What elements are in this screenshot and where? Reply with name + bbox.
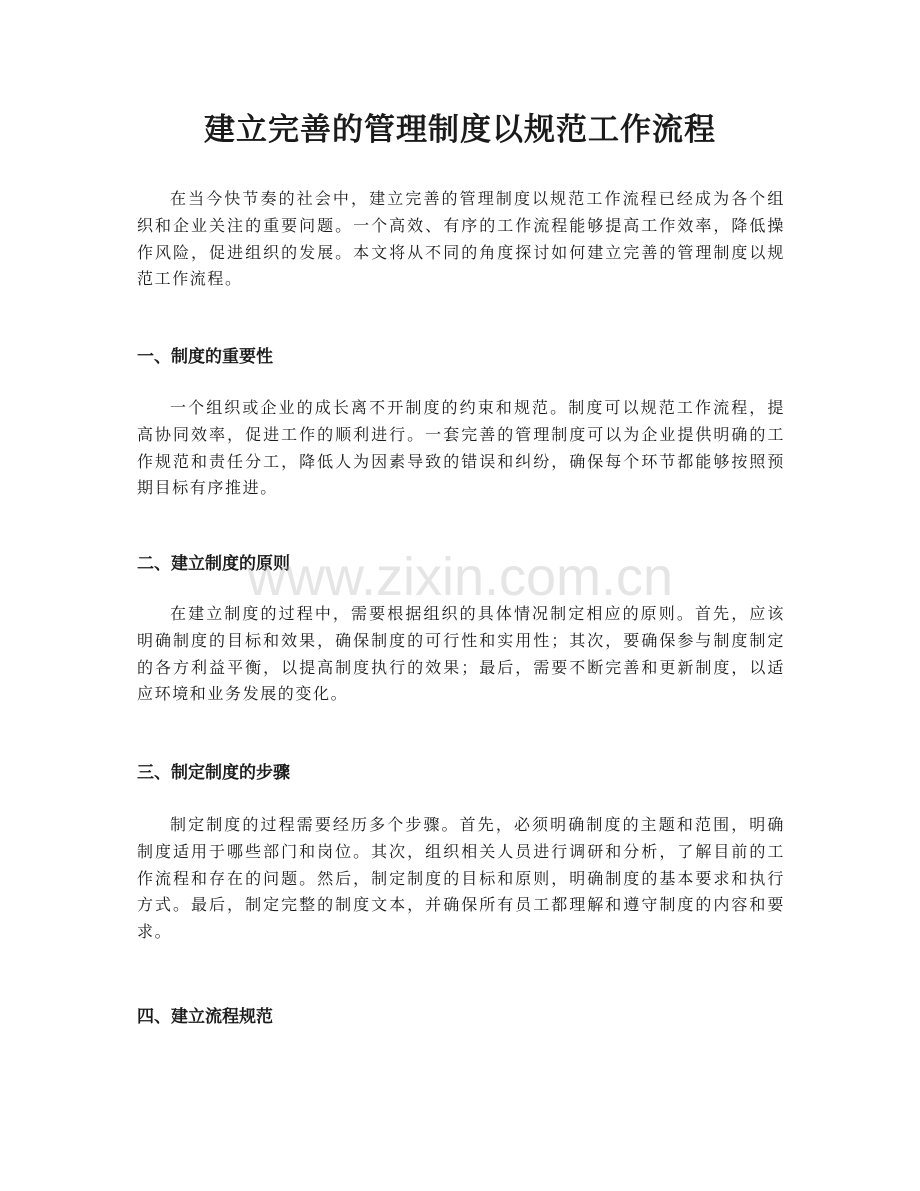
intro-paragraph: 在当今快节奏的社会中，建立完善的管理制度以规范工作流程已经成为各个组织和企业关注的重要问题。一个高效、有序的工作流程能够提高工作效率，降低操作风险，促进组织的发展。本文将从不同的角度探讨如何建立完善的管理制度以规范工作流程。 <box>137 189 785 289</box>
section-body-1: 一个组织或企业的成长离不开制度的约束和规范。制度可以规范工作流程，提高协同效率，促进工作的顺利进行。一套完善的管理制度可以为企业提供明确的工作规范和责任分工，降低人为因素导致的错误和纠纷，确保每个环节都能够按照预期目标有序推进。 <box>137 398 785 498</box>
section-heading-2: 二、建立制度的原则 <box>137 554 290 574</box>
section-body-2: 在建立制度的过程中，需要根据组织的具体情况制定相应的原则。首先，应该明确制度的目标和效果，确保制度的可行性和实用性；其次，要确保参与制度制定的各方利益平衡，以提高制度执行的效果；最后，需要不断完善和更新制度，以适应环境和业务发展的变化。 <box>137 604 785 704</box>
watermark: www.zixin.com.cn <box>246 547 674 607</box>
section-heading-3: 三、制定制度的步骤 <box>137 763 290 783</box>
page-title: 建立完善的管理制度以规范工作流程 <box>204 112 716 148</box>
section-heading-4: 四、建立流程规范 <box>137 1007 273 1027</box>
section-heading-1: 一、制度的重要性 <box>137 347 273 367</box>
section-body-3: 制定制度的过程需要经历多个步骤。首先，必须明确制度的主题和范围，明确制度适用于哪些部门和岗位。其次，组织相关人员进行调研和分析，了解目前的工作流程和存在的问题。然后，制定制度的目标和原则，明确制度的基本要求和执行方式。最后，制定完整的制度文本，并确保所有员工都理解和遵守制度的内容和要求。 <box>137 815 785 942</box>
